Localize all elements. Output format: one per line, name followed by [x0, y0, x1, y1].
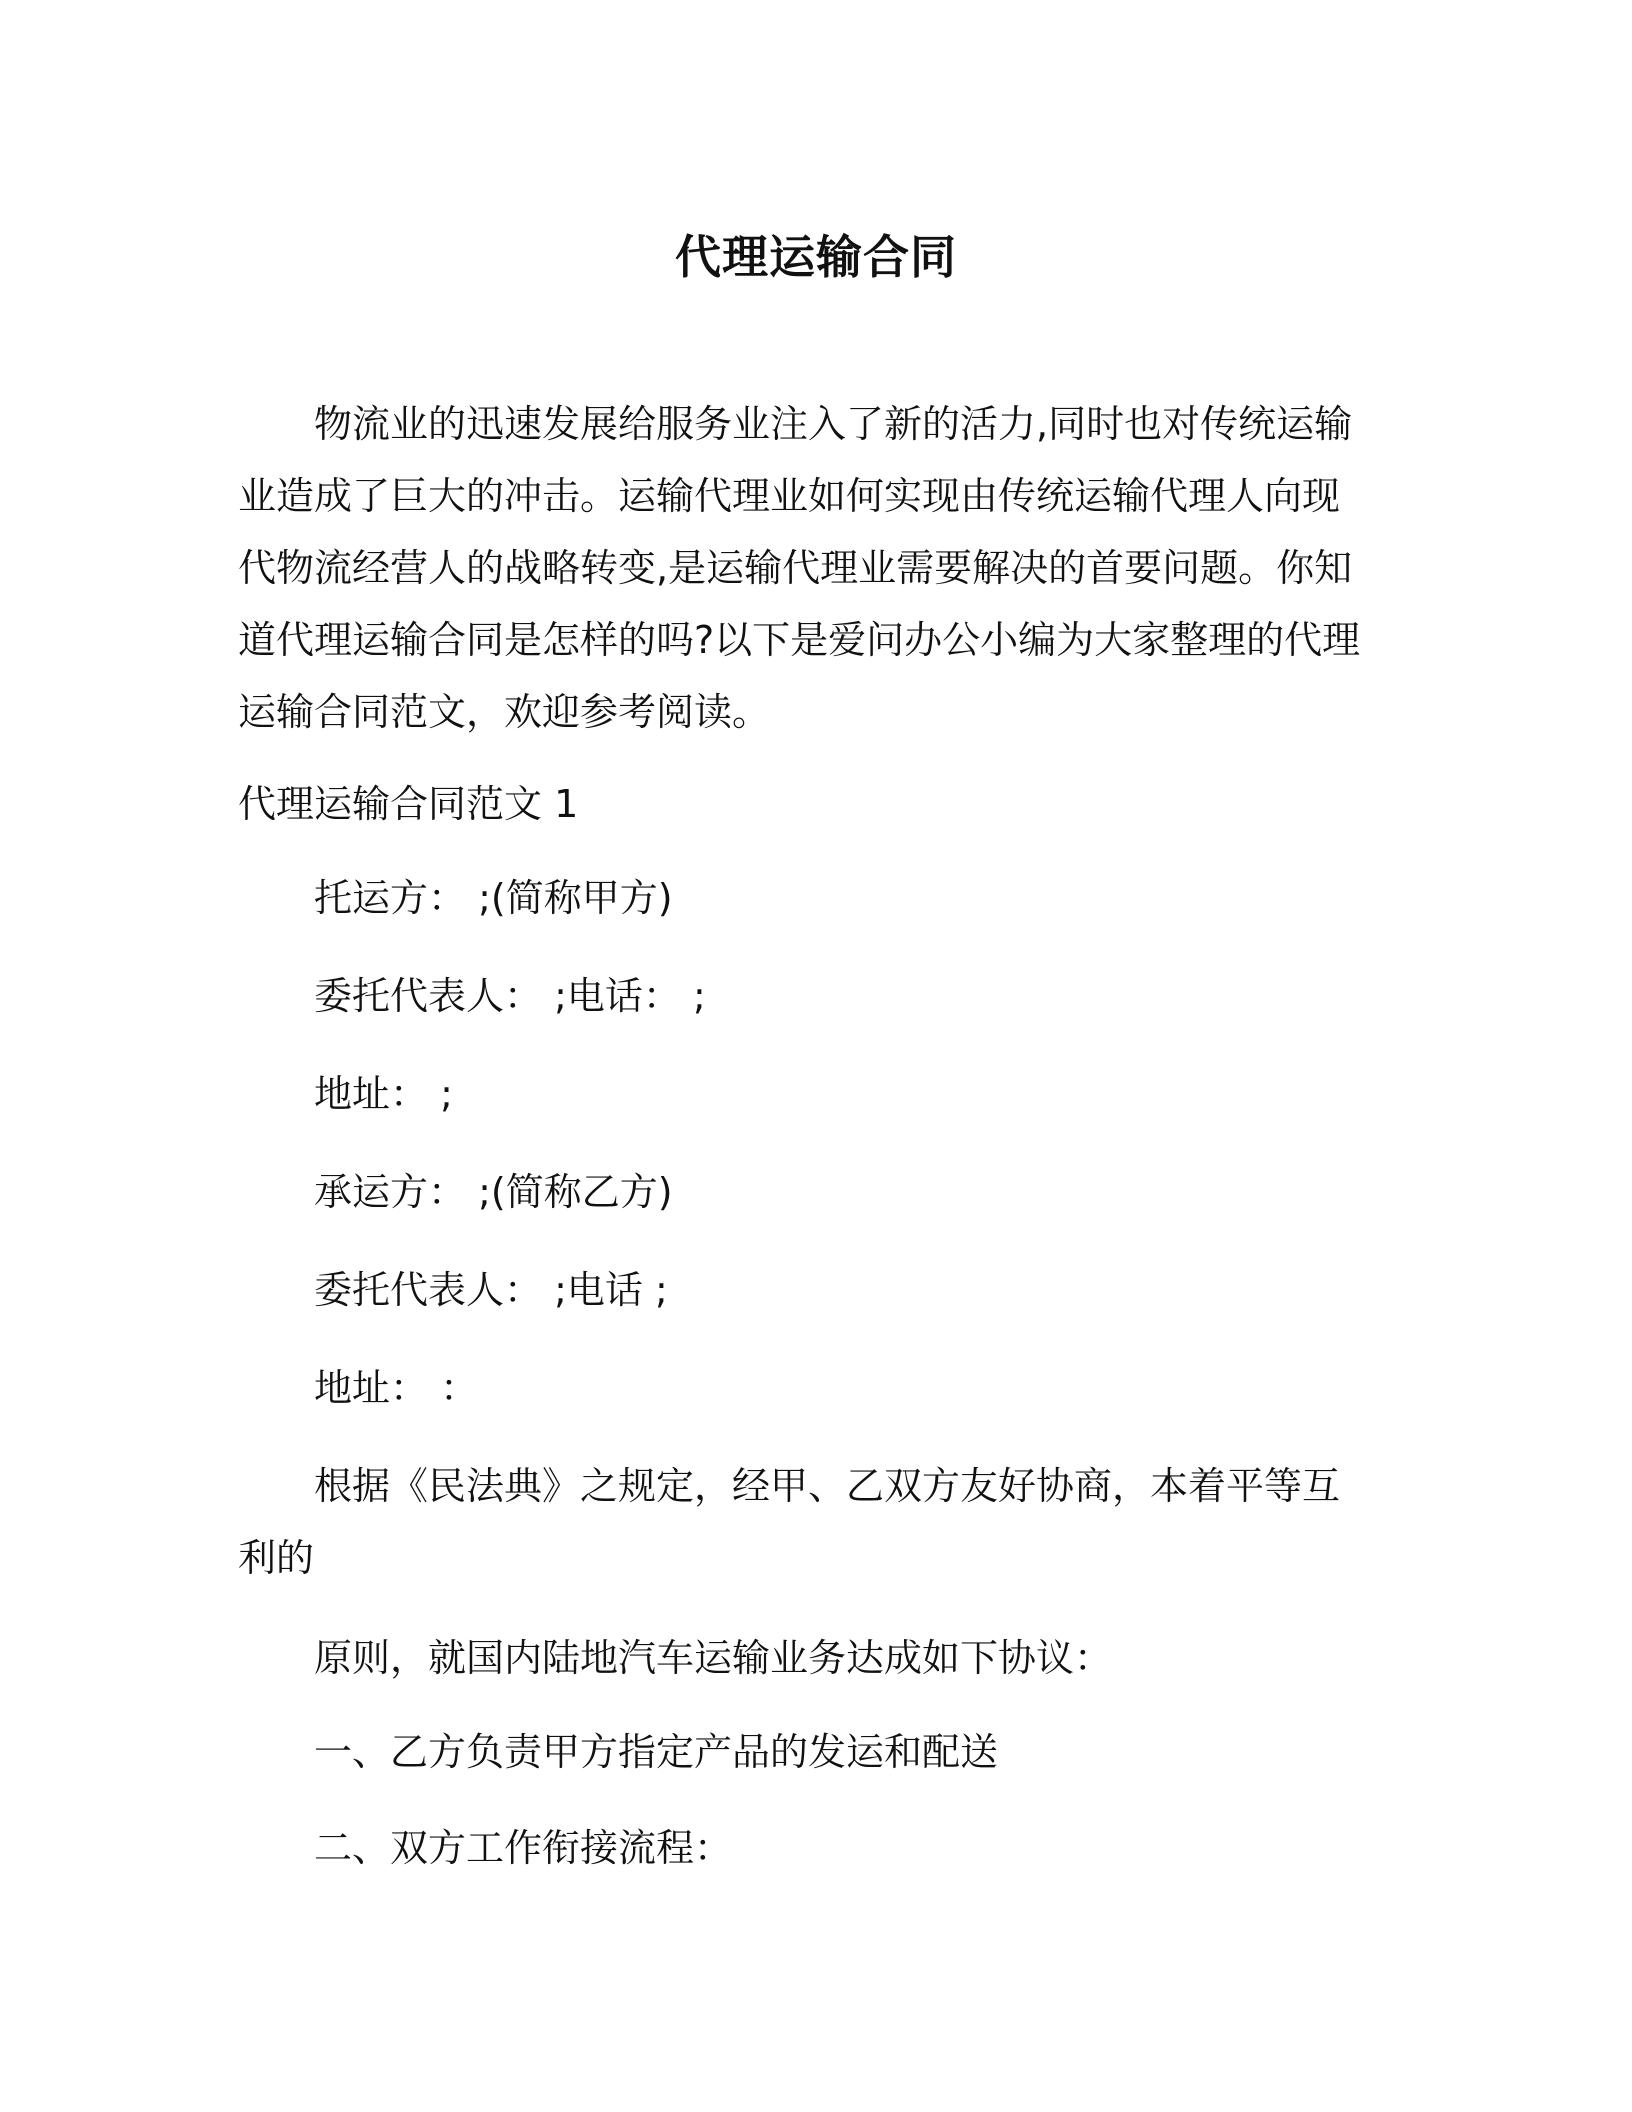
- basis-paragraph: 根据《民法典》之规定，经甲、乙双方友好协商，本着平等互利的: [238, 1464, 1341, 1580]
- section-heading: 代理运输合同范文 1: [238, 782, 579, 826]
- shipper-line: 托运方： ;(简称甲方): [314, 876, 673, 920]
- carrier-representative-line: 委托代表人： ;电话 ;: [314, 1268, 668, 1312]
- clause-item: 二、双方工作衔接流程：: [314, 1826, 733, 1870]
- clause-item: 一、乙方负责甲方指定产品的发运和配送: [314, 1730, 999, 1774]
- intro-paragraph: 物流业的迅速发展给服务业注入了新的活力,同时也对传统运输业造成了巨大的冲击。运输代理业如何实现由传统运输代理人向现代物流经营人的战略转变,是运输代理业需要解决的首要问题。你知道代理运输合同是怎样的吗?以下是爱问办公小编为大家整理的代理运输合同范文，欢迎参考阅读。: [238, 402, 1361, 734]
- principle-line: 原则，就国内陆地汽车运输业务达成如下协议：: [314, 1636, 1113, 1680]
- document-title: 代理运输合同: [675, 230, 957, 284]
- carrier-line: 承运方： ;(简称乙方): [314, 1170, 673, 1214]
- shipper-address-line: 地址： ;: [314, 1072, 453, 1116]
- shipper-representative-line: 委托代表人： ;电话： ;: [314, 974, 706, 1018]
- carrier-address-line: 地址： ：: [314, 1366, 479, 1410]
